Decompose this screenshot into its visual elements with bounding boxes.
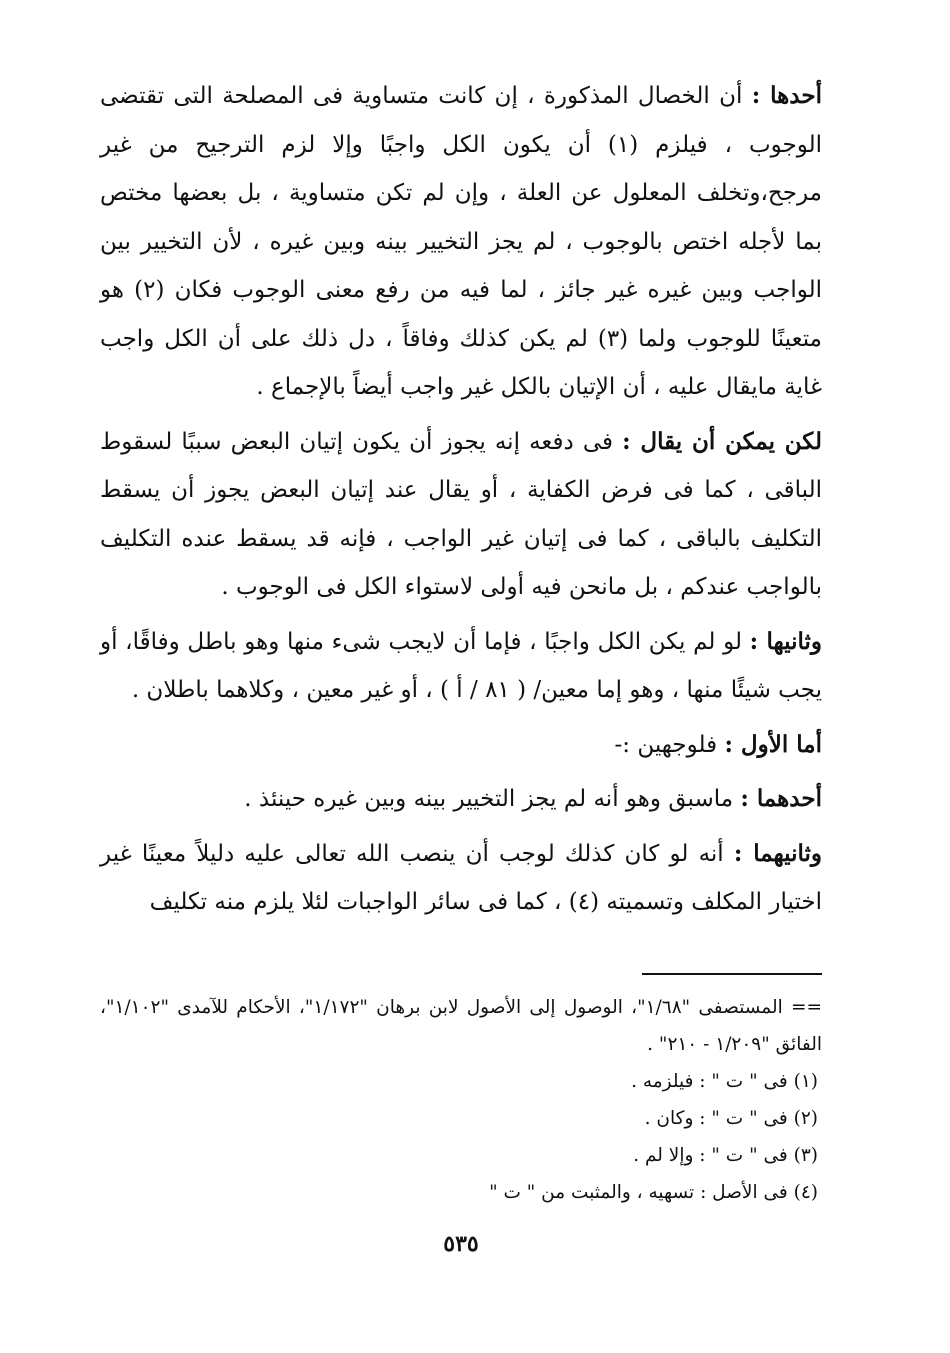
paragraph-body: ماسبق وهو أنه لم يجز التخيير بينه وبين غيره حينئذ .	[244, 786, 741, 812]
footnote-4: (٤) فى الأصل : تسهيه ، والمثبت من " ت "	[489, 1181, 818, 1203]
paragraph-reason-one	[100, 775, 822, 824]
paragraph-lead: لكن يمكن أن يقال :	[622, 427, 823, 455]
footnote-continuation: == المستصفى "١/٦٨"، الوصول إلى الأصول لابن برهان "١/١٧٢"، الأحكام للآمدى "١/١٠٢"، الفائق "١/٢٠٩ - ٢١٠" .	[100, 996, 823, 1055]
page-number: ٥٣٥	[443, 1230, 479, 1257]
main-text	[100, 72, 822, 927]
paragraph-body: أنه لو كان كذلك لوجب أن ينصب الله تعالى عليه دليلاً معينًا غير اختيار المكلف وتسميته (٤) ، كما فى سائر الواجبات لئلا يلزم منه تكليف	[100, 840, 822, 915]
paragraph-body: فلوجهين :-	[614, 731, 725, 758]
paragraph-lead: وثانيهما :	[733, 839, 822, 867]
paragraph-lead: أما الأول :	[724, 730, 822, 758]
footnotes	[100, 989, 822, 1211]
paragraph-body: لو لم يكن الكل واجبًا ، فإما أن لايجب شىء منها وهو باطل وفاقًا، أو يجب شيئًا منها ، وهو إما معين/ ( ٨١ / أ ) ، أو غير معين ، وكلاهما باطلان .	[100, 628, 822, 703]
paragraph-body: فى دفعه إنه يجوز أن يكون إتيان البعض سببًا لسقوط الباقى ، كما فى فرض الكفاية ، أو يقال عند إتيان البعض يجوز أن يسقط التكليف بالباقى ، كما فى إتيان غير الواجب ، فإنه قد يسقط عنده التكليف بالواجب عندكم ، بل مانحن فيه أولى لاستواء الكل فى الوجوب .	[100, 428, 822, 600]
footnote-divider	[642, 973, 822, 975]
footnote-3: (٣) فى " ت " : وإلا لم .	[633, 1144, 818, 1166]
paragraph-first	[100, 72, 822, 412]
paragraph-second	[100, 618, 822, 715]
paragraph-reason-two	[100, 830, 822, 927]
paragraph-body: أن الخصال المذكورة ، إن كانت متساوية فى المصلحة التى تقتضى الوجوب ، فيلزم (١) أن يكون الكل واجبًا وإلا لزم الترجيح من غير مرجح،وتخلف المعلول عن العلة ، وإن لم تكن متساوية ، بل بعضها مختص بما لأجله اختص بالوجوب ، لم يجز التخيير بينه وبين غيره ، لأن التخيير بين الواجب وبين غيره غير جائز ، لما فيه من رفع معنى الوجوب فكان (٢) هو متعينًا للوجوب ولما (٣) لم يكن كذلك وفاقاً ، دل ذلك على أن الكل واجب غاية مايقال عليه ، أن الإتيان بالكل غير واجب أيضاً بالإجماع .	[100, 83, 823, 400]
paragraph-objection	[100, 418, 822, 612]
footnote-1: (١) فى " ت " : فيلزمه .	[631, 1070, 818, 1092]
paragraph-lead: أحدها :	[751, 82, 822, 109]
footnote-2: (٢) فى " ت " : وكان .	[644, 1107, 818, 1129]
paragraph-lead: أحدهما :	[740, 785, 822, 812]
paragraph-first-case	[100, 721, 822, 770]
paragraph-lead: وثانيها :	[749, 627, 822, 655]
